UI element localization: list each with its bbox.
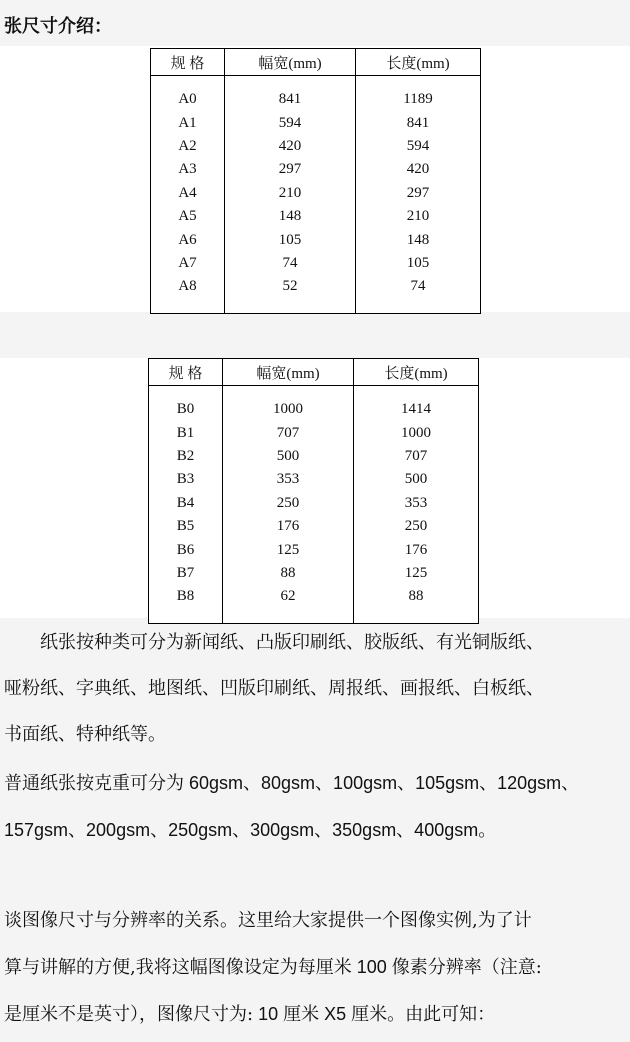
- length-cell: 105: [356, 252, 481, 275]
- text-run: 普通纸张按克重可分为: [4, 773, 184, 794]
- size-cell: A4: [151, 182, 225, 205]
- width-cell: 420: [225, 135, 356, 158]
- width-cell: 52: [225, 275, 356, 298]
- size-cell: B7: [149, 562, 223, 585]
- text-run: 厘米。由此可知：: [351, 1004, 496, 1025]
- table-row: [151, 182, 481, 205]
- paragraph-line: 哑粉纸、字典纸、地图纸、凹版印刷纸、周报纸、画报纸、白板纸、: [4, 678, 544, 699]
- width-cell: 125: [223, 538, 354, 561]
- length-cell: 250: [354, 515, 479, 538]
- paragraph-line: [4, 944, 628, 991]
- width-cell: 500: [223, 445, 354, 468]
- text-run: X5: [319, 1004, 352, 1024]
- a-series-table: [150, 48, 481, 314]
- size-cell: B2: [149, 445, 223, 468]
- page-heading: 张尺寸介绍：: [4, 16, 112, 37]
- length-cell: 297: [356, 182, 481, 205]
- table-row: [151, 228, 481, 251]
- size-cell: A5: [151, 205, 225, 228]
- width-cell: 707: [223, 421, 354, 444]
- table-row: [151, 135, 481, 158]
- table-row: [149, 538, 479, 561]
- table-row: [151, 275, 481, 298]
- text-run: 像素分辨率（注意:: [391, 957, 542, 978]
- header-size: 规 格: [149, 359, 223, 386]
- paper-types-paragraph: [4, 620, 628, 758]
- width-cell: 148: [225, 205, 356, 228]
- text-run: 算与讲解的方便,我将这幅图像设定为每厘米: [4, 957, 352, 978]
- width-cell: 62: [223, 585, 354, 608]
- size-cell: A6: [151, 228, 225, 251]
- table-row: [151, 88, 481, 111]
- table-row: [151, 252, 481, 275]
- gap-band: [0, 312, 630, 358]
- length-cell: 148: [356, 228, 481, 251]
- b-series-body: [149, 386, 479, 624]
- a-series-body: [151, 76, 481, 314]
- header-size: 规 格: [151, 49, 225, 76]
- header-width: 幅宽(mm): [225, 49, 356, 76]
- size-cell: A2: [151, 135, 225, 158]
- width-cell: 74: [225, 252, 356, 275]
- length-cell: 1189: [356, 88, 481, 111]
- text-run: 是厘米不是英寸），图像尺寸为:: [4, 1004, 254, 1025]
- header-width: 幅宽(mm): [223, 359, 354, 386]
- width-cell: 176: [223, 515, 354, 538]
- size-cell: B3: [149, 468, 223, 491]
- table-row: [149, 515, 479, 538]
- width-cell: 297: [225, 158, 356, 181]
- width-cell: 353: [223, 468, 354, 491]
- length-cell: 125: [354, 562, 479, 585]
- length-cell: 353: [354, 492, 479, 515]
- length-cell: 1414: [354, 398, 479, 421]
- paragraph-line: [4, 991, 628, 1038]
- size-cell: B8: [149, 585, 223, 608]
- length-cell: 210: [356, 205, 481, 228]
- text-run: 100: [351, 957, 392, 977]
- width-cell: 1000: [223, 398, 354, 421]
- paragraph-line: 157gsm、200gsm、250gsm、300gsm、350gsm、400gsm。: [4, 820, 497, 840]
- length-cell: 841: [356, 111, 481, 134]
- size-cell: A0: [151, 88, 225, 111]
- paragraph-line: 谈图像尺寸与分辨率的关系。这里给大家提供一个图像实例,为了计: [4, 910, 532, 931]
- paragraph-line: 书面纸、特种纸等。: [4, 724, 166, 745]
- spacer-row: [151, 76, 481, 89]
- resolution-paragraph: [4, 898, 628, 1038]
- header-length: 长度(mm): [354, 359, 479, 386]
- paragraph-line: 纸张按种类可分为新闻纸、凸版印刷纸、胶版纸、有光铜版纸、: [4, 632, 544, 653]
- width-cell: 88: [223, 562, 354, 585]
- width-cell: 250: [223, 492, 354, 515]
- bottom-row: [151, 299, 481, 314]
- length-cell: 420: [356, 158, 481, 181]
- size-cell: A1: [151, 111, 225, 134]
- text-run: 10: [253, 1004, 284, 1024]
- table-row: [149, 421, 479, 444]
- table-row: [149, 585, 479, 608]
- table-row: [149, 468, 479, 491]
- table-header-row: [151, 49, 481, 76]
- text-run: 60gsm、80gsm、100gsm、105gsm、120gsm、: [184, 773, 580, 793]
- width-cell: 105: [225, 228, 356, 251]
- b-series-table: [148, 358, 479, 624]
- table-row: [149, 398, 479, 421]
- length-cell: 500: [354, 468, 479, 491]
- size-cell: A7: [151, 252, 225, 275]
- size-cell: B4: [149, 492, 223, 515]
- text-run: 厘米: [283, 1004, 320, 1025]
- table-row: [151, 158, 481, 181]
- paper-weight-paragraph: [4, 760, 628, 853]
- size-cell: A3: [151, 158, 225, 181]
- length-cell: 74: [356, 275, 481, 298]
- table-header-row: [149, 359, 479, 386]
- size-cell: B5: [149, 515, 223, 538]
- table-row: [149, 445, 479, 468]
- size-cell: B0: [149, 398, 223, 421]
- width-cell: 210: [225, 182, 356, 205]
- length-cell: 594: [356, 135, 481, 158]
- table-row: [151, 205, 481, 228]
- table-row: [151, 111, 481, 134]
- size-cell: B6: [149, 538, 223, 561]
- width-cell: 594: [225, 111, 356, 134]
- header-length: 长度(mm): [356, 49, 481, 76]
- table-row: [149, 492, 479, 515]
- paragraph-line: [4, 760, 628, 807]
- length-cell: 176: [354, 538, 479, 561]
- spacer-row: [149, 386, 479, 399]
- length-cell: 88: [354, 585, 479, 608]
- length-cell: 707: [354, 445, 479, 468]
- size-cell: A8: [151, 275, 225, 298]
- table-row: [149, 562, 479, 585]
- width-cell: 841: [225, 88, 356, 111]
- length-cell: 1000: [354, 421, 479, 444]
- size-cell: B1: [149, 421, 223, 444]
